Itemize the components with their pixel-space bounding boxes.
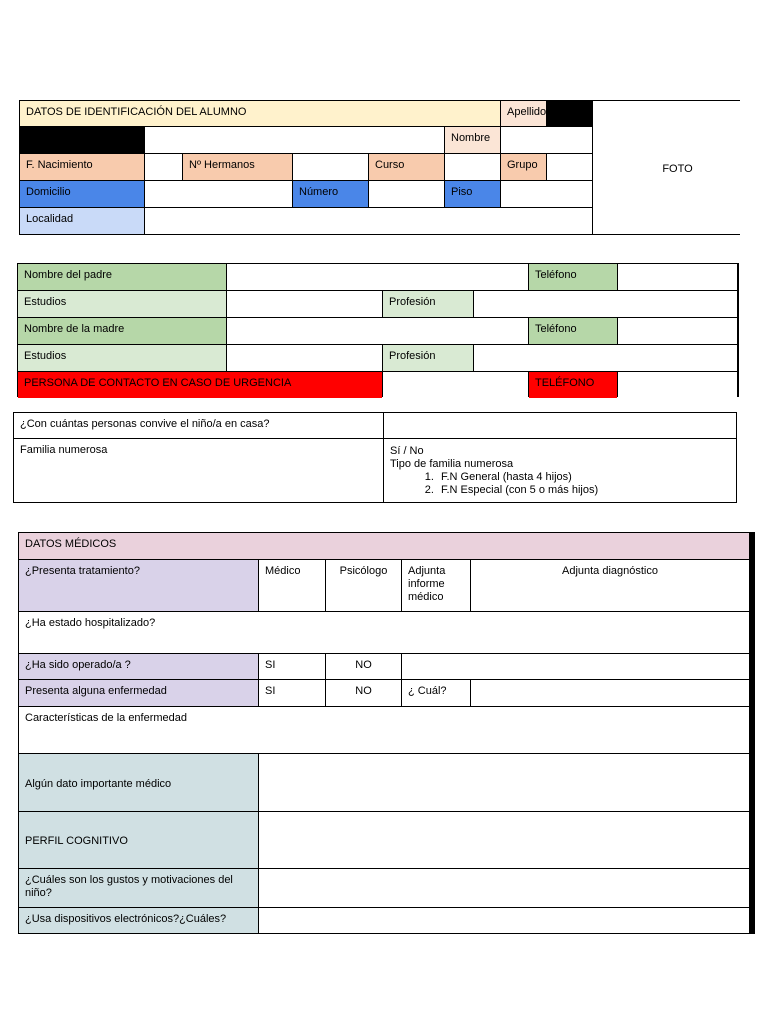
convivencia-question: ¿Con cuántas personas convive el niño/a en casa? xyxy=(14,413,383,438)
domicilio-label: Domicilio xyxy=(20,181,144,207)
profesion-madre-field[interactable] xyxy=(474,345,737,371)
nombre-label: Nombre xyxy=(445,127,500,153)
profesion-madre-label: Profesión xyxy=(383,345,473,371)
telefono-urgencia-label: TELÉFONO xyxy=(529,372,617,398)
numero-label: Número xyxy=(293,181,368,207)
estudios-madre-label: Estudios xyxy=(18,345,226,371)
identification-table xyxy=(19,100,740,235)
apellidos-label: Apellidos xyxy=(501,101,546,126)
profesion-padre-label: Profesión xyxy=(383,291,473,317)
telefono-padre-field[interactable] xyxy=(618,264,737,290)
enfermedad-label: Presenta alguna enfermedad xyxy=(19,680,258,706)
cual-field[interactable] xyxy=(471,680,749,706)
gustos-label: ¿Cuáles son los gustos y motivaciones del niño? xyxy=(19,869,258,907)
familia-numerosa-label: Familia numerosa xyxy=(14,439,383,502)
dato-importante-text: Algún dato importante médico xyxy=(25,777,172,790)
curso-label: Curso xyxy=(369,154,444,180)
estudios-padre-field[interactable] xyxy=(227,291,382,317)
family-table xyxy=(17,263,739,397)
curso-field[interactable] xyxy=(445,154,500,180)
tipo-familia-options xyxy=(390,471,730,497)
operado-si[interactable]: SI xyxy=(259,654,325,679)
medical-title: DATOS MÉDICOS xyxy=(19,533,749,559)
f-nacimiento-field[interactable] xyxy=(145,154,182,180)
operado-label: ¿Ha sido operado/a ? xyxy=(19,654,258,679)
perfil-cognitivo-text: PERFIL COGNITIVO xyxy=(25,835,128,847)
gustos-field[interactable] xyxy=(259,869,749,907)
piso-field[interactable] xyxy=(501,181,592,207)
contacto-urgencia-field[interactable] xyxy=(383,372,528,398)
estudios-padre-label: Estudios xyxy=(18,291,226,317)
psicologo-option[interactable]: Psicólogo xyxy=(326,560,401,611)
dispositivos-field[interactable] xyxy=(259,908,749,933)
tipo-familia-label: Tipo de familia numerosa xyxy=(390,458,514,470)
numero-field[interactable] xyxy=(369,181,444,207)
convivencia-field[interactable] xyxy=(384,413,736,438)
domicilio-field[interactable] xyxy=(145,181,292,207)
perfil-cognitivo-field[interactable] xyxy=(259,812,749,868)
grupo-label: Grupo xyxy=(501,154,546,180)
nombre-madre-label: Nombre de la madre xyxy=(18,318,226,344)
telefono-padre-label: Teléfono xyxy=(529,264,617,290)
contacto-urgencia-label: PERSONA DE CONTACTO EN CASO DE URGENCIA xyxy=(18,372,382,398)
hospitalizado-label[interactable]: ¿Ha estado hospitalizado? xyxy=(19,612,749,653)
enfermedad-si[interactable]: SI xyxy=(259,680,325,706)
adjunta-diagnostico-option[interactable]: Adjunta diagnóstico xyxy=(471,560,749,611)
medical-table xyxy=(18,532,755,934)
option-general: 1. F.N General (hasta 4 hijos) xyxy=(437,471,730,484)
dato-importante-label xyxy=(19,754,258,811)
nombre-padre-label: Nombre del padre xyxy=(18,264,226,290)
dato-importante-field[interactable] xyxy=(259,754,749,811)
telefono-madre-label: Teléfono xyxy=(529,318,617,344)
estudios-madre-field[interactable] xyxy=(227,345,382,371)
adjunta-informe-option[interactable]: Adjunta informe médico xyxy=(402,560,470,611)
perfil-cognitivo-label xyxy=(19,812,258,868)
identification-title: DATOS DE IDENTIFICACIÓN DEL ALUMNO xyxy=(20,101,500,126)
hermanos-field[interactable] xyxy=(293,154,368,180)
apellidos-field[interactable] xyxy=(145,127,444,153)
household-table xyxy=(13,412,737,503)
enfermedad-no[interactable]: NO xyxy=(326,680,401,706)
localidad-field[interactable] xyxy=(145,208,592,234)
nombre-madre-field[interactable] xyxy=(227,318,528,344)
nombre-field[interactable] xyxy=(501,127,592,153)
cual-label: ¿ Cuál? xyxy=(402,680,470,706)
dispositivos-label: ¿Usa dispositivos electrónicos?¿Cuáles? xyxy=(19,908,258,933)
familia-numerosa-answer[interactable] xyxy=(384,439,736,502)
photo-label: FOTO xyxy=(662,162,693,175)
piso-label: Piso xyxy=(445,181,500,207)
si-no-option: Sí / No xyxy=(390,445,424,457)
profesion-padre-field[interactable] xyxy=(474,291,737,317)
operado-field[interactable] xyxy=(402,654,749,679)
localidad-label: Localidad xyxy=(20,208,144,234)
telefono-madre-field[interactable] xyxy=(618,318,737,344)
f-nacimiento-label: F. Nacimiento xyxy=(20,154,144,180)
caracteristicas-label[interactable]: Características de la enfermedad xyxy=(19,707,749,753)
photo-box xyxy=(593,101,762,234)
operado-no[interactable]: NO xyxy=(326,654,401,679)
medico-option[interactable]: Médico xyxy=(259,560,325,611)
nombre-padre-field[interactable] xyxy=(227,264,528,290)
tratamiento-label: ¿Presenta tratamiento? xyxy=(19,560,258,611)
hermanos-label: Nº Hermanos xyxy=(183,154,292,180)
telefono-urgencia-field[interactable] xyxy=(618,372,737,398)
option-especial: 2. F.N Especial (con 5 o más hijos) xyxy=(437,484,730,497)
grupo-field[interactable] xyxy=(547,154,592,180)
